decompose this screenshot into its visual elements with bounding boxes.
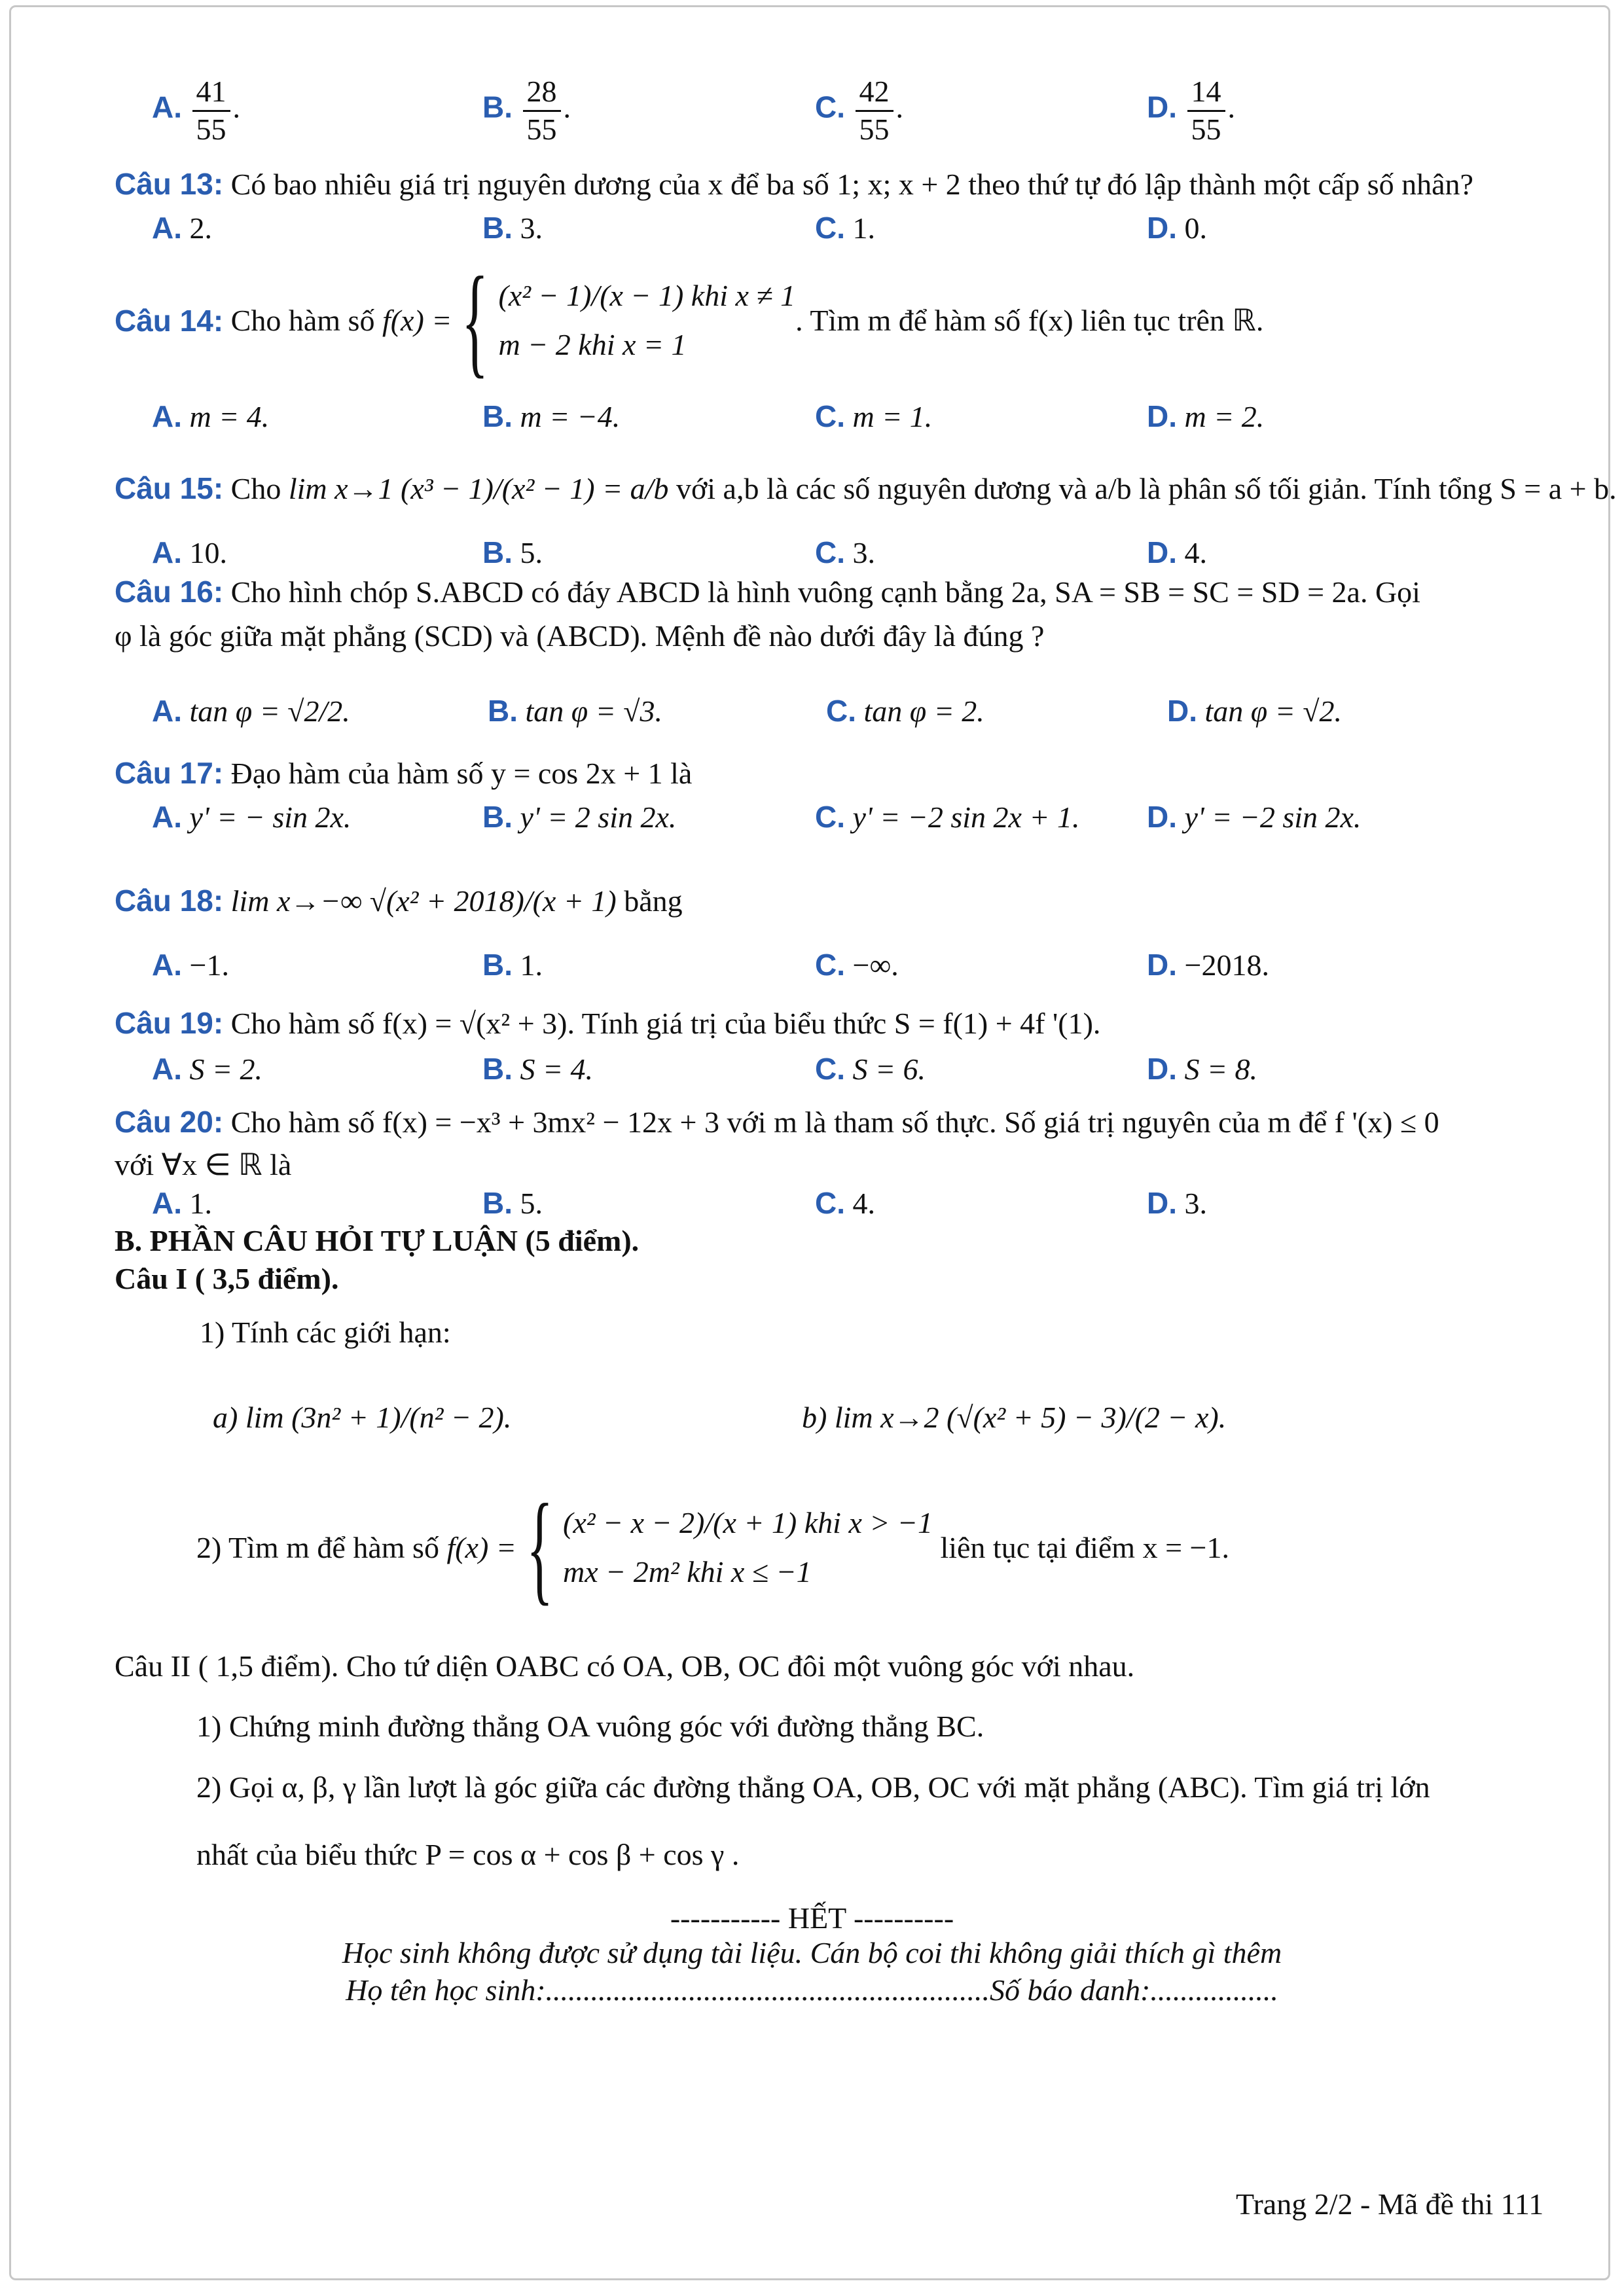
q16-stem-line1: Câu 16: Cho hình chóp S.ABCD có đáy ABCD là hình vuông cạnh bằng 2a, SA = SB = SC = SD = 2a. Gọi (115, 575, 1420, 609)
q13-option-b: B. 3. (482, 211, 543, 245)
q15-option-b: B. 5. (482, 535, 543, 569)
q18-option-d: D. −2018. (1147, 948, 1269, 982)
q15-option-c: C. 3. (815, 535, 875, 569)
q15-option-d: D. 4. (1147, 535, 1207, 569)
q19-option-c: C. S = 6. (815, 1052, 926, 1086)
q20-stem-line1: Câu 20: Cho hàm số f(x) = −x³ + 3mx² − 12x + 3 với m là tham số thực. Số giá trị nguyên của m để f '(x) ≤ 0 (115, 1105, 1439, 1139)
cau-ii-2b: nhất của biểu thức P = cos α + cos β + cos γ . (196, 1838, 740, 1871)
q13-option-c: C. 1. (815, 211, 875, 245)
q13-stem: Câu 13: Có bao nhiêu giá trị nguyên dương của x để ba số 1; x; x + 2 theo thứ tự đó lập thành một cấp số nhân? (115, 167, 1473, 201)
page-number: Trang 2/2 - Mã đề thi 111 (1236, 2187, 1544, 2221)
cau-i-1: 1) Tính các giới hạn: (200, 1316, 451, 1349)
q14-option-c: C. m = 1. (815, 399, 933, 433)
q20-stem-line2: với ∀x ∈ ℝ là (115, 1148, 292, 1181)
q18-option-c: C. −∞. (815, 948, 899, 982)
q20-option-c: C. 4. (815, 1186, 875, 1220)
cau-i-2: 2) Tìm m để hàm số f(x) = { (x² − x − 2)/(x + 1) khi x > −1 mx − 2m² khi x ≤ −1 liên tục tại điểm x = −1. (196, 1479, 1229, 1617)
q17-option-d: D. y' = −2 sin 2x. (1147, 800, 1362, 834)
q14-stem: Câu 14: Cho hàm số f(x) = { (x² − 1)/(x − 1) khi x ≠ 1 m − 2 khi x = 1 . Tìm m để hàm số f(x) liên tục trên ℝ. (115, 252, 1264, 389)
student-name-line: Họ tên học sinh:...........................................................Số báo danh:................. (346, 1973, 1278, 2007)
cau-i-1b: b) lim x→2 (√(x² + 5) − 3)/(2 − x). (802, 1401, 1227, 1434)
q20-option-b: B. 5. (482, 1186, 543, 1220)
q17-option-b: B. y' = 2 sin 2x. (482, 800, 677, 834)
q20-option-d: D. 3. (1147, 1186, 1207, 1220)
q12-option-d: D. $\frac{14}{55}$ . (1147, 75, 1235, 146)
q19-option-d: D. S = 8. (1147, 1052, 1258, 1086)
q19-stem: Câu 19: Cho hàm số f(x) = √(x² + 3). Tính giá trị của biểu thức S = f(1) + 4f '(1). (115, 1006, 1101, 1040)
q18-option-a: A. −1. (152, 948, 229, 982)
q14-option-a: A. m = 4. (152, 399, 270, 433)
q17-stem: Câu 17: Đạo hàm của hàm số y = cos 2x + 1 là (115, 756, 693, 790)
cau-ii: Câu II ( 1,5 điểm). Cho tứ diện OABC có OA, OB, OC đôi một vuông góc với nhau. (115, 1649, 1135, 1683)
q12-option-b: B. $\frac{28}{55}$ . (482, 75, 571, 146)
cau-ii-1: 1) Chứng minh đường thẳng OA vuông góc với đường thẳng BC. (196, 1710, 984, 1743)
cau-i-1a: a) lim (3n² + 1)/(n² − 2). (213, 1401, 512, 1434)
part-b-title: B. PHẦN CÂU HỎI TỰ LUẬN (5 điểm). (115, 1224, 640, 1257)
q19-option-a: A. S = 2. (152, 1052, 263, 1086)
q18-option-b: B. 1. (482, 948, 543, 982)
q16-option-c: C. tan φ = 2. (826, 694, 984, 728)
end-marker: ----------- HẾT ---------- (670, 1901, 954, 1935)
q15-stem: Câu 15: Cho lim x→1 (x³ − 1)/(x² − 1) = a/b với a,b là các số nguyên dương và a/b là phân số tối giản. Tính tổng S = a + b. (115, 471, 1617, 505)
q17-option-a: A. y' = − sin 2x. (152, 800, 352, 834)
q14-option-b: B. m = −4. (482, 399, 621, 433)
q17-option-c: C. y' = −2 sin 2x + 1. (815, 800, 1080, 834)
cau-ii-2a: 2) Gọi α, β, γ lần lượt là góc giữa các đường thẳng OA, OB, OC với mặt phẳng (ABC). Tìm giá trị lớn (196, 1770, 1430, 1804)
q16-option-a: A. tan φ = √2/2. (152, 694, 350, 728)
q18-stem: Câu 18: lim x→−∞ √(x² + 2018)/(x + 1) bằng (115, 884, 683, 918)
q15-option-a: A. 10. (152, 535, 227, 569)
q16-option-d: D. tan φ = √2. (1167, 694, 1343, 728)
q16-stem-line2: φ là góc giữa mặt phẳng (SCD) và (ABCD). Mệnh đề nào dưới đây là đúng ? (115, 619, 1045, 653)
cau-i-heading: Câu I ( 3,5 điểm). (115, 1262, 339, 1295)
q12-option-c: C. $\frac{42}{55}$ . (815, 75, 903, 146)
q14-option-d: D. m = 2. (1147, 399, 1265, 433)
q19-option-b: B. S = 4. (482, 1052, 594, 1086)
q12-option-a: A. $\frac{41}{55}$ . (152, 75, 240, 146)
q13-option-a: A. 2. (152, 211, 212, 245)
q16-option-b: B. tan φ = √3. (488, 694, 663, 728)
q20-option-a: A. 1. (152, 1186, 212, 1220)
exam-note: Học sinh không được sử dụng tài liệu. Cán bộ coi thi không giải thích gì thêm (342, 1936, 1282, 1969)
q13-option-d: D. 0. (1147, 211, 1207, 245)
